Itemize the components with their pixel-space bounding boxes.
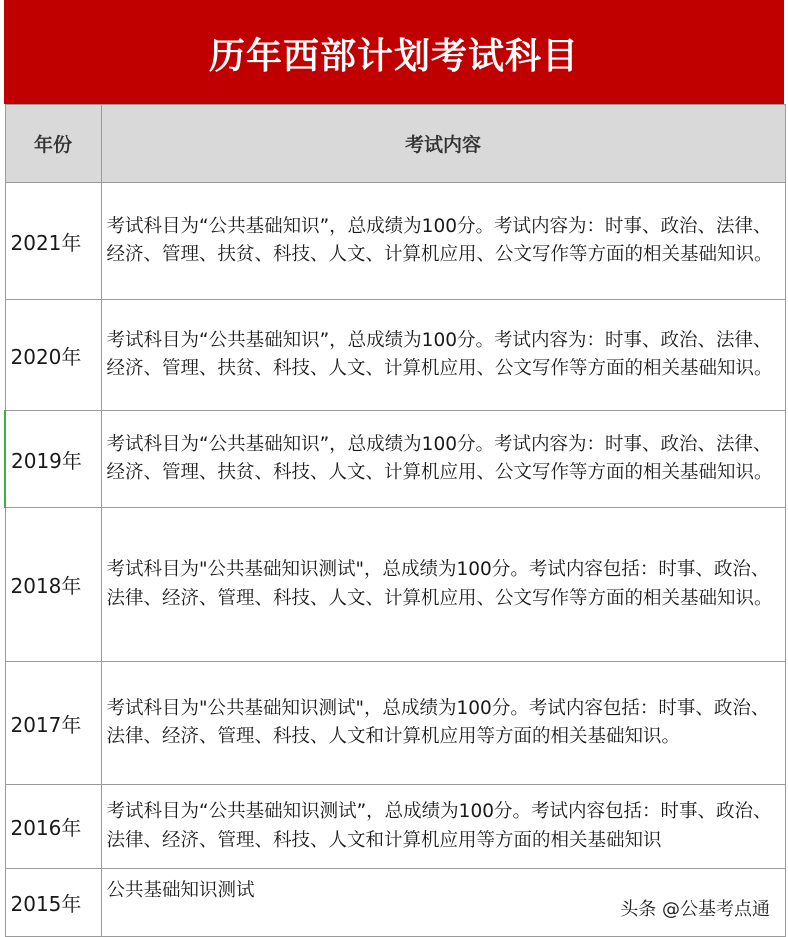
table-header-row [5,105,785,183]
content-cell: 考试科目为"公共基础知识测试"，总成绩为100分。考试内容包括：时事、政治、法律、经济、管理、科技、人文、计算机应用、公文写作等方面的相关基础知识。 [101,508,785,662]
table-row [5,411,785,508]
content-cell: 考试科目为“公共基础知识”，总成绩为100分。考试内容为：时事、政治、法律、经济、管理、扶贫、科技、人文、计算机应用、公文写作等方面的相关基础知识。 [101,411,785,508]
table-row [5,183,785,300]
title-banner [4,0,784,104]
watermark [620,895,770,921]
header-year: 年份 [5,105,101,183]
content-cell: 考试科目为“公共基础知识测试”，总成绩为100分。考试内容包括：时事、政治、法律、经济、管理、科技、人文和计算机应用等方面的相关基础知识 [101,785,785,869]
page-title: 历年西部计划考试科目 [208,35,579,77]
content-cell: 考试科目为"公共基础知识测试"，总成绩为100分。考试内容包括：时事、政治、法律、经济、管理、科技、人文和计算机应用等方面的相关基础知识。 [101,662,785,785]
table-row [5,785,785,869]
exam-subjects-table [4,104,786,937]
table-row [5,662,785,785]
year-cell: 2019年 [5,411,101,508]
year-cell: 2021年 [5,183,101,300]
year-cell: 2017年 [5,662,101,785]
year-cell: 2018年 [5,508,101,662]
watermark-text: 头条 @公基考点通 [620,899,770,920]
content-cell: 公共基础知识测试 [101,869,785,937]
content-cell: 考试科目为“公共基础知识”，总成绩为100分。考试内容为：时事、政治、法律、经济、管理、扶贫、科技、人文、计算机应用、公文写作等方面的相关基础知识。 [101,300,785,411]
table-row [5,508,785,662]
year-cell: 2015年 [5,869,101,937]
year-cell: 2020年 [5,300,101,411]
header-content: 考试内容 [101,105,785,183]
table-row [5,300,785,411]
year-cell: 2016年 [5,785,101,869]
content-cell: 考试科目为“公共基础知识”，总成绩为100分。考试内容为：时事、政治、法律、经济、管理、扶贫、科技、人文、计算机应用、公文写作等方面的相关基础知识。 [101,183,785,300]
